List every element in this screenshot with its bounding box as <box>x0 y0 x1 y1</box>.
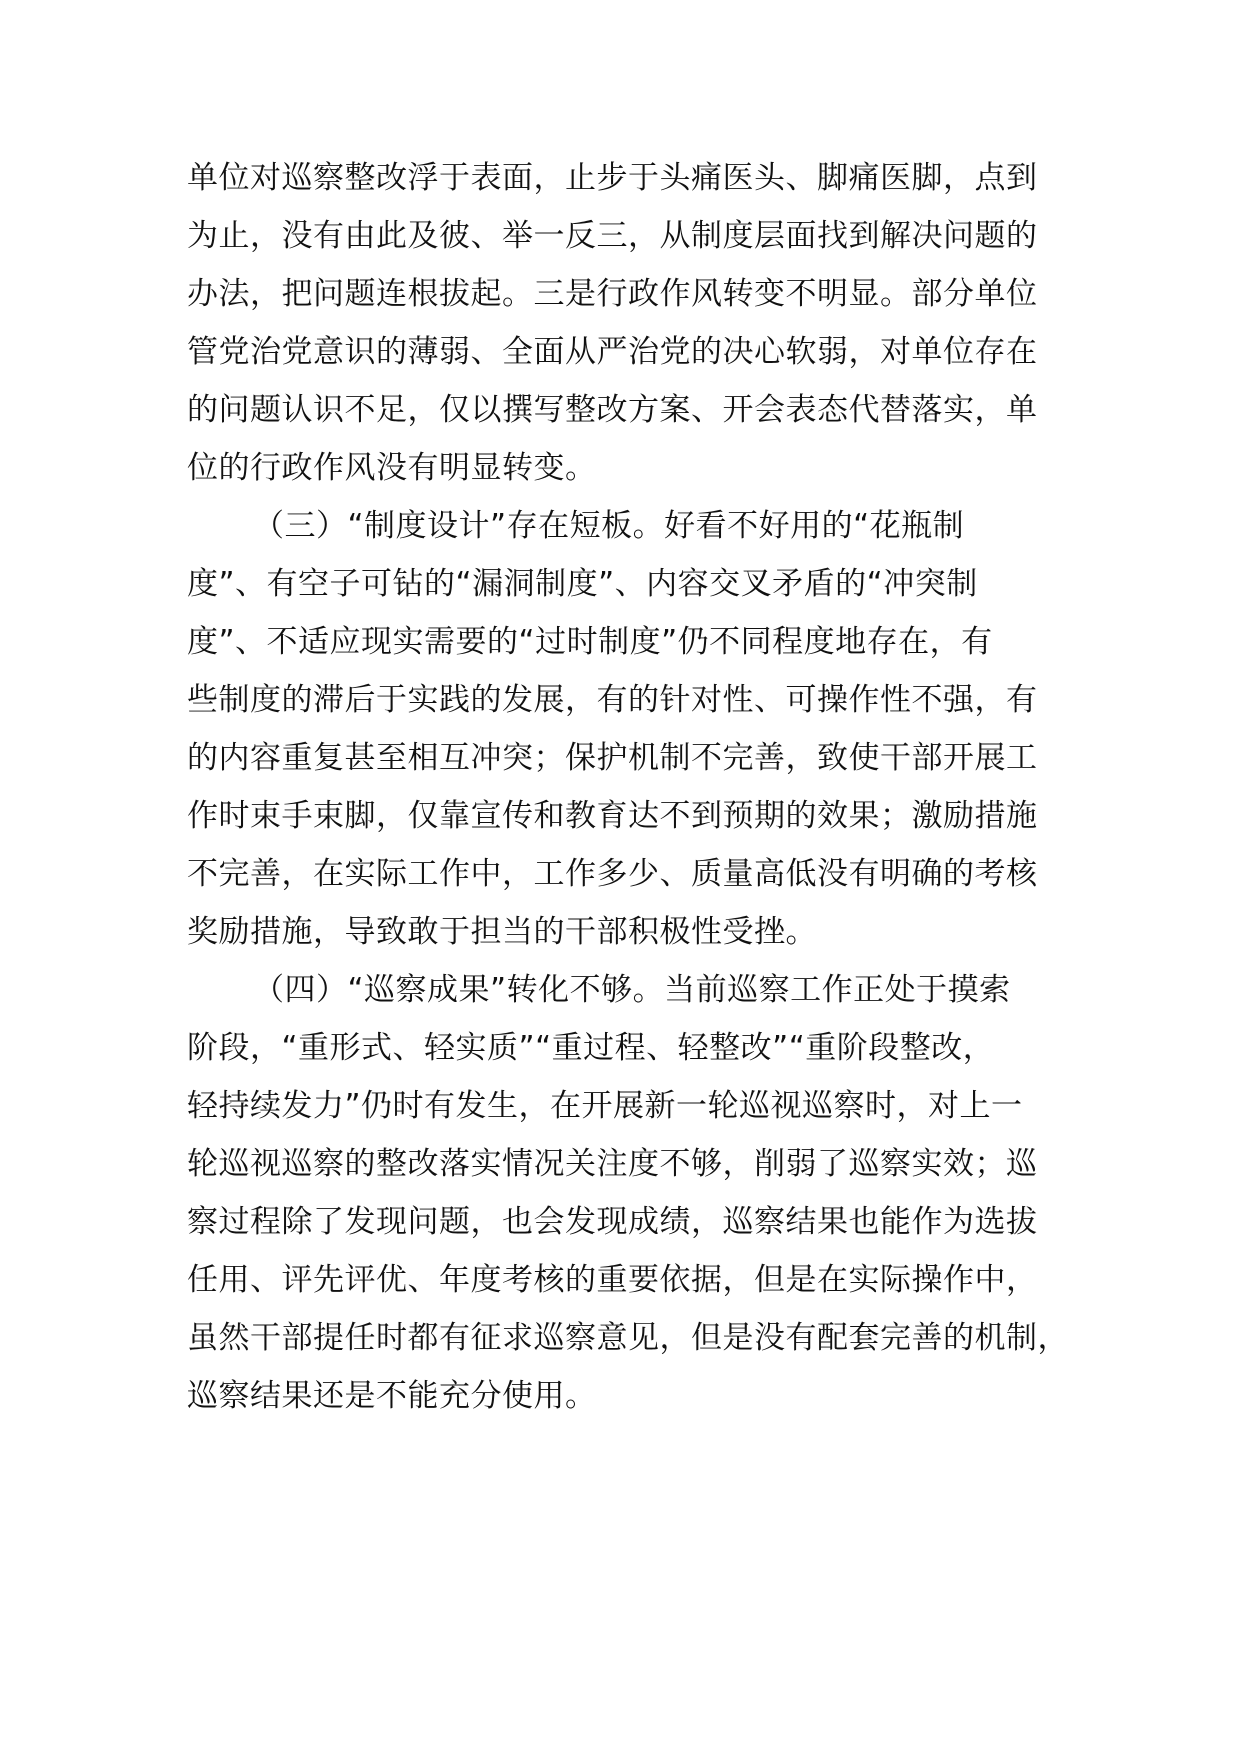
text-line: 巡察结果还是不能充分使用。 <box>187 1378 597 1414</box>
text-line: 些制度的滞后于实践的发展，有的针对性、可操作性不强，有 <box>187 682 1038 718</box>
text-line: 度”、不适应现实需要的“过时制度”仍不同程度地存在，有 <box>187 624 993 660</box>
text-line: 奖励措施，导致敢于担当的干部积极性受挫。 <box>187 914 817 950</box>
text-line: 办法，把问题连根拔起。三是行政作风转变不明显。部分单位 <box>187 276 1038 312</box>
text-line: 阶段，“重形式、轻实质”“重过程、轻整改”“重阶段整改， <box>187 1030 995 1066</box>
text-line: 度”、有空子可钻的“漏洞制度”、内容交叉矛盾的“冲突制 <box>187 566 978 602</box>
section-heading-three: （三）“制度设计”存在短板。好看不好用的“花瓶制 <box>253 508 965 544</box>
text-line: 轻持续发力”仍时有发生，在开展新一轮巡视巡察时，对上一 <box>187 1088 1023 1124</box>
text-line: 为止，没有由此及彼、举一反三，从制度层面找到解决问题的 <box>187 218 1038 254</box>
section-heading-four: （四）“巡察成果”转化不够。当前巡察工作正处于摸索 <box>253 972 1011 1008</box>
text-line: 的问题认识不足，仅以撰写整改方案、开会表态代替落实，单 <box>187 392 1038 428</box>
text-line: 轮巡视巡察的整改落实情况关注度不够，削弱了巡察实效；巡 <box>187 1146 1038 1182</box>
text-line: 单位对巡察整改浮于表面，止步于头痛医头、脚痛医脚，点到 <box>187 160 1038 196</box>
text-line: 虽然干部提任时都有征求巡察意见，但是没有配套完善的机制， <box>187 1320 1069 1356</box>
text-line: 管党治党意识的薄弱、全面从严治党的决心软弱，对单位存在 <box>187 334 1038 370</box>
text-line: 的内容重复甚至相互冲突；保护机制不完善，致使干部开展工 <box>187 740 1038 776</box>
text-line: 位的行政作风没有明显转变。 <box>187 450 597 486</box>
text-line: 察过程除了发现问题，也会发现成绩，巡察结果也能作为选拔 <box>187 1204 1038 1240</box>
text-line: 任用、评先评优、年度考核的重要依据，但是在实际操作中， <box>187 1262 1038 1298</box>
text-line: 不完善，在实际工作中，工作多少、质量高低没有明确的考核 <box>187 856 1038 892</box>
text-line: 作时束手束脚，仅靠宣传和教育达不到预期的效果；激励措施 <box>187 798 1038 834</box>
